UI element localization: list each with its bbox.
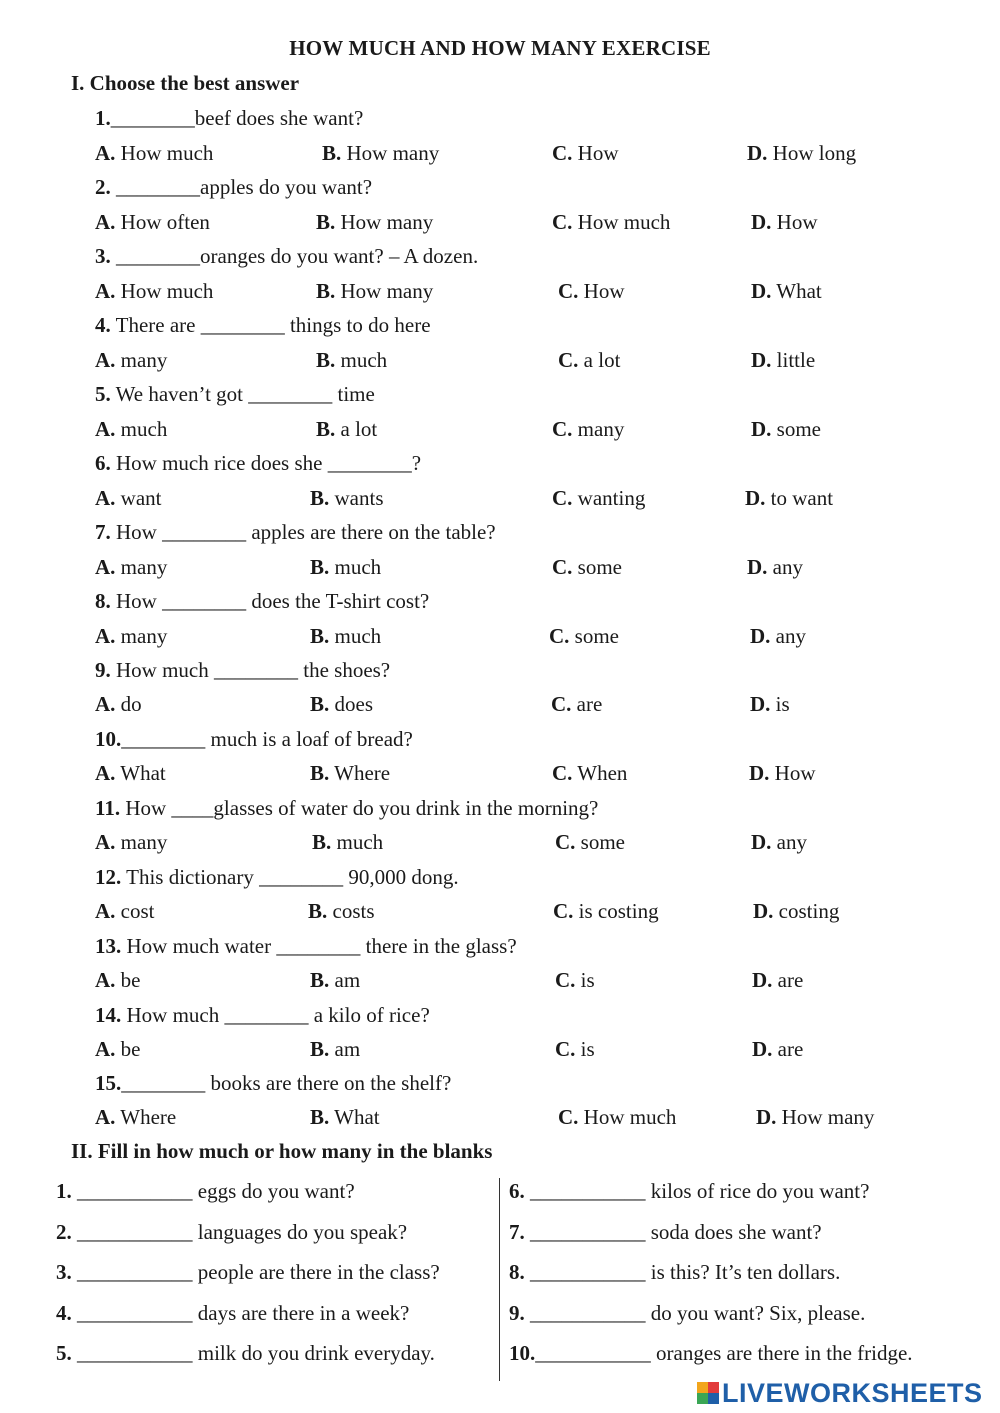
option-b[interactable] bbox=[310, 486, 384, 511]
option-text: do bbox=[115, 692, 142, 716]
option-letter: B. bbox=[310, 692, 330, 716]
option-c[interactable] bbox=[555, 968, 595, 993]
option-c[interactable] bbox=[551, 692, 602, 717]
fill-item-1 bbox=[56, 1179, 355, 1204]
question-8 bbox=[95, 589, 429, 614]
question-number: 2. bbox=[95, 175, 111, 199]
option-letter: A. bbox=[95, 210, 116, 234]
option-a[interactable] bbox=[95, 692, 142, 717]
question-number: 3. bbox=[95, 244, 111, 268]
option-letter: C. bbox=[552, 210, 573, 234]
option-text: any bbox=[767, 555, 803, 579]
option-text: some bbox=[771, 417, 821, 441]
option-c[interactable] bbox=[552, 761, 627, 786]
option-letter: A. bbox=[95, 899, 116, 923]
option-letter: B. bbox=[322, 141, 342, 165]
option-d[interactable] bbox=[751, 210, 818, 235]
option-d[interactable] bbox=[751, 279, 822, 304]
fill-item-8 bbox=[509, 1260, 840, 1285]
option-a[interactable] bbox=[95, 830, 167, 855]
fill-number: 3. bbox=[56, 1260, 72, 1284]
option-letter: B. bbox=[310, 968, 330, 992]
question-text: ________oranges do you want? – A dozen. bbox=[110, 244, 479, 268]
question-text: ________ books are there on the shelf? bbox=[121, 1071, 452, 1095]
option-text: some bbox=[572, 555, 622, 579]
question-text: ________beef does she want? bbox=[110, 106, 364, 130]
option-text: some bbox=[575, 830, 625, 854]
option-text: much bbox=[115, 417, 168, 441]
option-text: How much bbox=[115, 279, 214, 303]
option-d[interactable] bbox=[751, 830, 807, 855]
option-letter: A. bbox=[95, 830, 116, 854]
option-a[interactable] bbox=[95, 899, 155, 924]
option-letter: A. bbox=[95, 692, 116, 716]
question-10 bbox=[95, 727, 413, 752]
option-letter: A. bbox=[95, 1037, 116, 1061]
fill-item-9 bbox=[509, 1301, 865, 1326]
option-d[interactable] bbox=[745, 486, 833, 511]
question-12 bbox=[95, 865, 459, 890]
logo-text: LIVEWORKSHEETS bbox=[722, 1377, 983, 1408]
option-b[interactable] bbox=[316, 210, 433, 235]
fill-text[interactable]: ___________ do you want? Six, please. bbox=[524, 1301, 866, 1325]
option-c[interactable] bbox=[549, 624, 619, 649]
option-letter: A. bbox=[95, 417, 116, 441]
option-c[interactable] bbox=[555, 1037, 595, 1062]
question-text: We haven’t got ________ time bbox=[110, 382, 375, 406]
option-b[interactable] bbox=[310, 1037, 360, 1062]
option-text: some bbox=[569, 624, 619, 648]
option-b[interactable] bbox=[310, 555, 381, 580]
fill-text[interactable]: ___________ days are there in a week? bbox=[71, 1301, 410, 1325]
fill-number: 10. bbox=[509, 1341, 536, 1365]
option-letter: C. bbox=[552, 141, 573, 165]
option-d[interactable] bbox=[747, 555, 803, 580]
question-number: 7. bbox=[95, 520, 111, 544]
option-c[interactable] bbox=[552, 486, 645, 511]
fill-number: 5. bbox=[56, 1341, 72, 1365]
fill-number: 7. bbox=[509, 1220, 525, 1244]
option-text: How bbox=[769, 761, 816, 785]
fill-item-6 bbox=[509, 1179, 869, 1204]
fill-text[interactable]: ___________ oranges are there in the fridge. bbox=[535, 1341, 913, 1365]
option-text: many bbox=[115, 624, 168, 648]
option-text: does bbox=[329, 692, 374, 716]
option-d[interactable] bbox=[752, 1037, 803, 1062]
option-d[interactable] bbox=[747, 141, 856, 166]
question-number: 11. bbox=[95, 796, 121, 820]
option-letter: D. bbox=[747, 141, 768, 165]
option-d[interactable] bbox=[750, 692, 790, 717]
option-text: want bbox=[115, 486, 162, 510]
question-5 bbox=[95, 382, 375, 407]
fill-item-7 bbox=[509, 1220, 822, 1245]
fill-text[interactable]: ___________ languages do you speak? bbox=[71, 1220, 408, 1244]
option-text: cost bbox=[115, 899, 155, 923]
option-c[interactable] bbox=[552, 210, 670, 235]
option-letter: D. bbox=[749, 761, 770, 785]
option-text: be bbox=[115, 968, 141, 992]
option-a[interactable] bbox=[95, 279, 213, 304]
option-text: am bbox=[329, 968, 361, 992]
option-text: many bbox=[115, 830, 168, 854]
option-a[interactable] bbox=[95, 968, 141, 993]
question-text: How ________ apples are there on the table? bbox=[110, 520, 496, 544]
option-text: What bbox=[771, 279, 822, 303]
option-text: little bbox=[771, 348, 816, 372]
option-letter: C. bbox=[555, 830, 576, 854]
option-b[interactable] bbox=[316, 279, 433, 304]
option-b[interactable] bbox=[310, 968, 360, 993]
option-c[interactable] bbox=[558, 1105, 676, 1130]
option-letter: D. bbox=[745, 486, 766, 510]
question-6 bbox=[95, 451, 421, 476]
option-d[interactable] bbox=[751, 348, 815, 373]
fill-item-4 bbox=[56, 1301, 409, 1326]
fill-text[interactable]: ___________ soda does she want? bbox=[524, 1220, 822, 1244]
question-text: How much water ________ there in the glass? bbox=[121, 934, 517, 958]
question-text: ________apples do you want? bbox=[110, 175, 373, 199]
option-text: How many bbox=[341, 141, 440, 165]
question-text: How much ________ the shoes? bbox=[110, 658, 391, 682]
question-number: 6. bbox=[95, 451, 111, 475]
option-text: am bbox=[329, 1037, 361, 1061]
option-b[interactable] bbox=[312, 830, 383, 855]
option-a[interactable] bbox=[95, 555, 167, 580]
option-text: How bbox=[572, 141, 619, 165]
fill-item-3 bbox=[56, 1260, 440, 1285]
option-text: any bbox=[771, 830, 807, 854]
option-d[interactable] bbox=[752, 968, 803, 993]
option-d[interactable] bbox=[756, 1105, 874, 1130]
option-letter: C. bbox=[555, 968, 576, 992]
fill-item-5 bbox=[56, 1341, 435, 1366]
option-letter: B. bbox=[316, 279, 336, 303]
option-b[interactable] bbox=[322, 141, 439, 166]
option-letter: B. bbox=[316, 348, 336, 372]
question-text: There are ________ things to do here bbox=[110, 313, 431, 337]
option-c[interactable] bbox=[553, 899, 659, 924]
option-text: How bbox=[771, 210, 818, 234]
logo-mark-icon bbox=[697, 1382, 719, 1404]
fill-text[interactable]: ___________ is this? It’s ten dollars. bbox=[524, 1260, 841, 1284]
option-text: is bbox=[575, 1037, 595, 1061]
option-letter: C. bbox=[552, 761, 573, 785]
option-b[interactable] bbox=[310, 692, 373, 717]
option-c[interactable] bbox=[552, 555, 622, 580]
option-text: costing bbox=[773, 899, 840, 923]
option-text: How bbox=[578, 279, 625, 303]
option-text: any bbox=[770, 624, 806, 648]
option-a[interactable] bbox=[95, 210, 210, 235]
option-text: costs bbox=[327, 899, 375, 923]
option-c[interactable] bbox=[558, 348, 620, 373]
question-number: 1. bbox=[95, 106, 111, 130]
question-number: 14. bbox=[95, 1003, 122, 1027]
fill-item-2 bbox=[56, 1220, 407, 1245]
option-text: is bbox=[575, 968, 595, 992]
fill-number: 8. bbox=[509, 1260, 525, 1284]
option-text: What bbox=[115, 761, 166, 785]
option-b[interactable] bbox=[310, 1105, 380, 1130]
option-text: a lot bbox=[578, 348, 621, 372]
question-text: How ____glasses of water do you drink in the morning? bbox=[120, 796, 599, 820]
option-letter: B. bbox=[310, 1105, 330, 1129]
option-letter: B. bbox=[310, 1037, 330, 1061]
option-c[interactable] bbox=[552, 141, 619, 166]
option-a[interactable] bbox=[95, 417, 167, 442]
option-text: Where bbox=[115, 1105, 177, 1129]
option-a[interactable] bbox=[95, 1037, 141, 1062]
option-letter: C. bbox=[552, 555, 573, 579]
question-1 bbox=[95, 106, 363, 131]
option-letter: B. bbox=[316, 210, 336, 234]
option-letter: A. bbox=[95, 348, 116, 372]
option-text: wanting bbox=[572, 486, 646, 510]
fill-number: 2. bbox=[56, 1220, 72, 1244]
fill-text[interactable]: ___________ eggs do you want? bbox=[71, 1179, 355, 1203]
option-letter: A. bbox=[95, 761, 116, 785]
option-letter: B. bbox=[308, 899, 328, 923]
fill-text[interactable]: ___________ kilos of rice do you want? bbox=[524, 1179, 870, 1203]
option-text: much bbox=[331, 830, 384, 854]
option-text: is bbox=[770, 692, 790, 716]
fill-number: 6. bbox=[509, 1179, 525, 1203]
question-9 bbox=[95, 658, 390, 683]
option-letter: B. bbox=[310, 624, 330, 648]
option-text: much bbox=[335, 348, 388, 372]
question-7 bbox=[95, 520, 496, 545]
option-d[interactable] bbox=[751, 417, 821, 442]
question-text: This dictionary ________ 90,000 dong. bbox=[121, 865, 459, 889]
option-text: be bbox=[115, 1037, 141, 1061]
section-2-heading: II. Fill in how much or how many in the blanks bbox=[71, 1139, 493, 1163]
option-a[interactable] bbox=[95, 1105, 176, 1130]
option-letter: C. bbox=[552, 486, 573, 510]
question-number: 9. bbox=[95, 658, 111, 682]
option-letter: C. bbox=[551, 692, 572, 716]
option-text: How much bbox=[578, 1105, 677, 1129]
option-text: much bbox=[329, 624, 382, 648]
option-letter: D. bbox=[752, 1037, 773, 1061]
question-text: How ________ does the T-shirt cost? bbox=[110, 589, 430, 613]
section-1-heading: I. Choose the best answer bbox=[71, 71, 300, 95]
option-letter: C. bbox=[558, 1105, 579, 1129]
option-letter: C. bbox=[558, 279, 579, 303]
option-letter: D. bbox=[751, 830, 772, 854]
option-letter: A. bbox=[95, 968, 116, 992]
option-letter: A. bbox=[95, 1105, 116, 1129]
option-c[interactable] bbox=[555, 830, 625, 855]
option-text: much bbox=[329, 555, 382, 579]
option-letter: D. bbox=[750, 692, 771, 716]
question-15 bbox=[95, 1071, 451, 1096]
option-text: How many bbox=[335, 279, 434, 303]
option-c[interactable] bbox=[552, 417, 624, 442]
option-letter: A. bbox=[95, 486, 116, 510]
option-letter: B. bbox=[310, 486, 330, 510]
option-text: How much bbox=[115, 141, 214, 165]
fill-text[interactable]: ___________ milk do you drink everyday. bbox=[71, 1341, 435, 1365]
question-2 bbox=[95, 175, 372, 200]
question-text: How much ________ a kilo of rice? bbox=[121, 1003, 430, 1027]
question-number: 10. bbox=[95, 727, 122, 751]
question-13 bbox=[95, 934, 517, 959]
option-text: How many bbox=[776, 1105, 875, 1129]
option-d[interactable] bbox=[749, 761, 816, 786]
option-c[interactable] bbox=[558, 279, 625, 304]
option-letter: B. bbox=[312, 830, 332, 854]
option-a[interactable] bbox=[95, 348, 167, 373]
option-a[interactable] bbox=[95, 141, 213, 166]
option-text: How long bbox=[767, 141, 857, 165]
option-b[interactable] bbox=[310, 761, 390, 786]
fill-item-10 bbox=[509, 1341, 913, 1366]
option-letter: D. bbox=[747, 555, 768, 579]
question-number: 13. bbox=[95, 934, 122, 958]
option-letter: D. bbox=[751, 279, 772, 303]
question-number: 12. bbox=[95, 865, 122, 889]
column-divider bbox=[499, 1178, 500, 1381]
question-4 bbox=[95, 313, 431, 338]
fill-number: 4. bbox=[56, 1301, 72, 1325]
fill-number: 9. bbox=[509, 1301, 525, 1325]
option-letter: A. bbox=[95, 555, 116, 579]
option-b[interactable] bbox=[316, 417, 377, 442]
option-text: are bbox=[772, 968, 804, 992]
question-number: 8. bbox=[95, 589, 111, 613]
option-letter: D. bbox=[751, 210, 772, 234]
option-letter: D. bbox=[753, 899, 774, 923]
option-b[interactable] bbox=[308, 899, 375, 924]
option-text: many bbox=[115, 555, 168, 579]
option-text: wants bbox=[329, 486, 384, 510]
option-text: to want bbox=[765, 486, 834, 510]
option-letter: C. bbox=[552, 417, 573, 441]
option-text: Where bbox=[329, 761, 391, 785]
option-text: How many bbox=[335, 210, 434, 234]
option-d[interactable] bbox=[753, 899, 839, 924]
option-letter: B. bbox=[310, 555, 330, 579]
option-a[interactable] bbox=[95, 624, 167, 649]
page-title: HOW MUCH AND HOW MANY EXERCISE bbox=[289, 36, 711, 60]
option-text: What bbox=[329, 1105, 380, 1129]
option-text: is costing bbox=[573, 899, 659, 923]
option-text: How much bbox=[572, 210, 671, 234]
option-letter: A. bbox=[95, 624, 116, 648]
question-number: 5. bbox=[95, 382, 111, 406]
option-a[interactable] bbox=[95, 486, 162, 511]
question-11 bbox=[95, 796, 598, 821]
option-letter: D. bbox=[750, 624, 771, 648]
option-letter: D. bbox=[752, 968, 773, 992]
option-letter: A. bbox=[95, 141, 116, 165]
question-3 bbox=[95, 244, 478, 269]
option-text: a lot bbox=[335, 417, 378, 441]
option-letter: D. bbox=[751, 348, 772, 372]
option-a[interactable] bbox=[95, 761, 166, 786]
option-text: many bbox=[572, 417, 625, 441]
option-letter: B. bbox=[310, 761, 330, 785]
option-letter: D. bbox=[756, 1105, 777, 1129]
liveworksheets-logo bbox=[697, 1378, 983, 1408]
option-letter: C. bbox=[553, 899, 574, 923]
question-text: ________ much is a loaf of bread? bbox=[121, 727, 413, 751]
question-14 bbox=[95, 1003, 430, 1028]
option-text: many bbox=[115, 348, 168, 372]
option-letter: C. bbox=[549, 624, 570, 648]
option-letter: A. bbox=[95, 279, 116, 303]
question-number: 4. bbox=[95, 313, 111, 337]
option-b[interactable] bbox=[316, 348, 387, 373]
question-number: 15. bbox=[95, 1071, 122, 1095]
option-letter: C. bbox=[558, 348, 579, 372]
question-text: How much rice does she ________? bbox=[110, 451, 422, 475]
option-text: are bbox=[571, 692, 603, 716]
option-letter: D. bbox=[751, 417, 772, 441]
option-letter: C. bbox=[555, 1037, 576, 1061]
fill-number: 1. bbox=[56, 1179, 72, 1203]
option-letter: B. bbox=[316, 417, 336, 441]
option-text: How often bbox=[115, 210, 210, 234]
option-text: are bbox=[772, 1037, 804, 1061]
fill-text[interactable]: ___________ people are there in the class? bbox=[71, 1260, 440, 1284]
option-d[interactable] bbox=[750, 624, 806, 649]
option-text: When bbox=[572, 761, 628, 785]
option-b[interactable] bbox=[310, 624, 381, 649]
